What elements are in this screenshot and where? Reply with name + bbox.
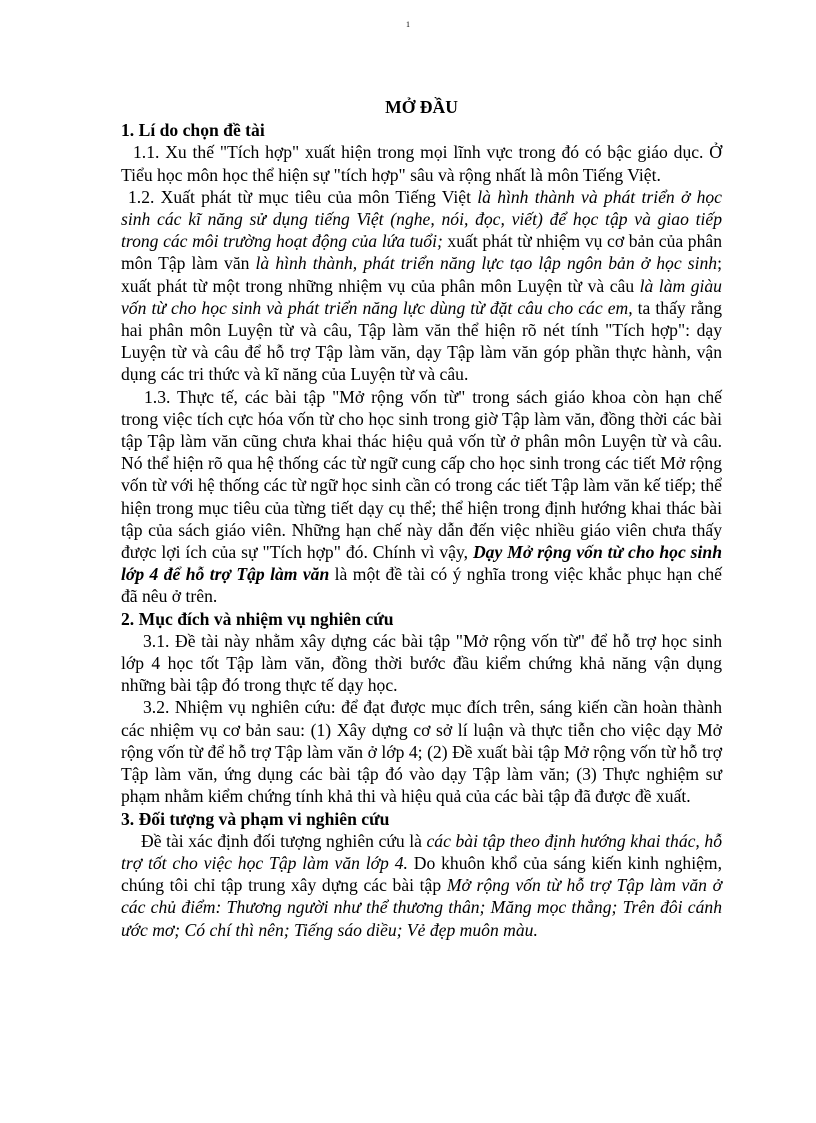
text-run: Do khuôn khổ của sáng kiến kinh nghiệm, chúng tôi chỉ tập trung xây dựng các bài tập xyxy=(121,852,722,896)
italic-run: là làm giàu vốn từ cho học sinh và phát triển năng lực dùng từ đặt câu cho các em, xyxy=(121,275,722,318)
paragraph-1-3 xyxy=(121,386,722,608)
text-run: xuất phát từ nhiệm vụ cơ bản của phân môn Tập làm văn xyxy=(121,231,722,274)
page-number: 1 xyxy=(406,20,410,29)
text-run: ta thấy rằng hai phân môn Luyện từ và câu, Tập làm văn thể hiện rõ nét tính "Tích hợp": dạy Luyện từ và câu để hỗ trợ Tập làm văn, dạy Tập làm văn góp phần thực hành, vận dụng các tri thức và kĩ năng của Luyện từ và câu. xyxy=(121,297,722,385)
italic-run: các bài tập theo định hướng khai thác, hỗ trợ tốt cho việc học Tập làm văn lớp 4. xyxy=(121,830,722,873)
text-run: Đề tài xác định đối tượng nghiên cứu là xyxy=(141,830,427,851)
italic-run: là hình thành và phát triển ở học sinh các kĩ năng sử dụng tiếng Việt (nghe, nói, đọc, viết) để học tập và giao tiếp trong các môi trường hoạt động của lứa tuổi; xyxy=(121,186,722,252)
bold-italic-run: Dạy Mở rộng vốn từ cho học sinh lớp 4 để hỗ trợ Tập làm văn xyxy=(121,542,722,585)
paragraph-1-1: 1.1. Xu thế "Tích hợp" xuất hiện trong mọi lĩnh vực trong đó có bậc giáo dục. Ở Tiểu học môn học thể hiện sự "tích hợp" sâu và rộng nhất là môn Tiếng Việt. xyxy=(121,142,722,185)
text-run: 1.2. Xuất phát từ mục tiêu của môn Tiếng Việt xyxy=(128,186,478,207)
paragraph-2-2: 3.2. Nhiệm vụ nghiên cứu: để đạt được mục đích trên, sáng kiến cần hoàn thành các nhiệm vụ cơ bản sau: (1) Xây dựng cơ sở lí luận và thực tiễn cho việc dạy Mở rộng vốn từ để hỗ trợ Tập làm văn ở lớp 4; (2) Đề xuất bài tập Mở rộng vốn từ hỗ trợ Tập làm văn, ứng dụng các bài tập đó vào dạy Tập làm văn; (3) Thực nghiệm sư phạm nhằm kiểm chứng tính khả thi và hiệu quả của các bài tập đã được đề xuất. xyxy=(121,697,722,807)
section-heading-2: 2. Mục đích và nhiệm vụ nghiên cứu xyxy=(121,608,394,629)
text-run: 1.3. Thực tế, các bài tập "Mở rộng vốn từ" trong sách giáo khoa còn hạn chế trong việc tích cực hóa vốn từ cho học sinh trong giờ Tập làm văn, đồng thời các bài tập Tập làm văn cũng chưa khai thác hiệu quả vốn từ ở phân môn Luyện từ và câu. Nó thể hiện rõ qua hệ thống các từ ngữ cung cấp cho học sinh trong các tiết Mở rộng vốn từ với hệ thống các từ ngữ học sinh cần có trong các tiết Tập làm văn kế tiếp; thể hiện trong mục tiêu của từng tiết dạy cụ thể; thể hiện trong định hướng khai thác bài tập của sách giáo viên. Những hạn chế này dẫn đến việc nhiều giáo viên chưa thấy được lợi ích của sự "Tích hợp" đó. Chính vì vậy, xyxy=(121,386,722,563)
text-run: là một đề tài có ý nghĩa trong việc khắc phục hạn chế đã nêu ở trên. xyxy=(121,564,722,607)
paragraph-2-1: 3.1. Đề tài này nhằm xây dựng các bài tập "Mở rộng vốn từ" để hỗ trợ học sinh lớp 4 học tốt Tập làm văn, đồng thời bước đầu kiểm chứng khả năng vận dụng những bài tập đó trong thực tế dạy học. xyxy=(121,630,722,696)
paragraph-1-2 xyxy=(121,186,722,386)
italic-run: Mở rộng vốn từ hỗ trợ Tập làm văn ở các chủ điểm: Thương người như thể thương thân; Măng mọc thẳng; Trên đôi cánh ước mơ; Có chí thì nên; Tiếng sáo diều; Vẻ đẹp muôn màu. xyxy=(121,875,722,940)
paragraph-3-1 xyxy=(121,830,722,941)
italic-run: là hình thành, phát triển năng lực tạo lập ngôn bản ở học sinh xyxy=(255,253,718,274)
section-heading-3: 3. Đối tượng và phạm vi nghiên cứu xyxy=(121,808,390,829)
text-run: ; xuất phát từ một trong những nhiệm vụ của phân môn Luyện từ và câu xyxy=(121,253,722,296)
section-heading-1: 1. Lí do chọn đề tài xyxy=(121,120,265,141)
document-title: MỞ ĐẦU xyxy=(385,97,458,117)
document-body xyxy=(121,96,722,941)
